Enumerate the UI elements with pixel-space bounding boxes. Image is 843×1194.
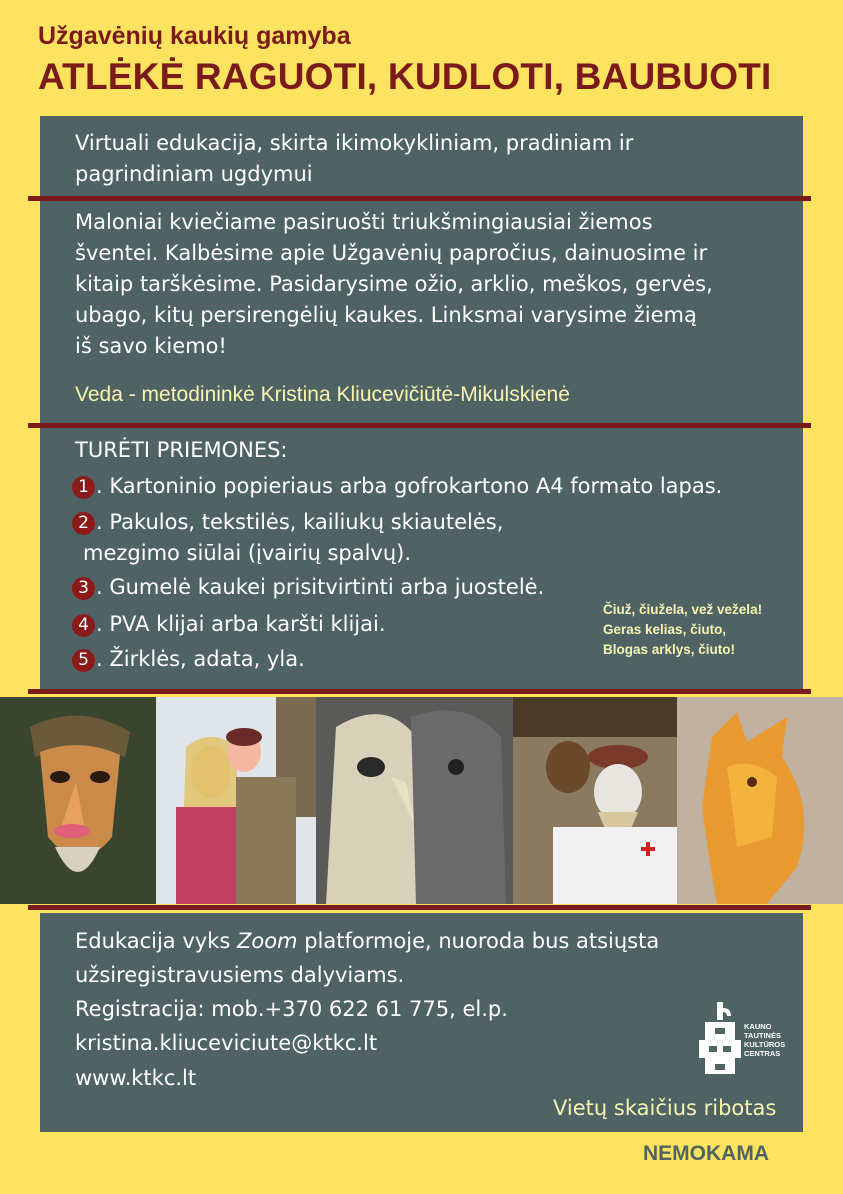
supply-text: . Pakulos, tekstilės, kailiukų skiautelės, xyxy=(96,510,504,534)
event-subtitle: Užgavėnių kaukių gamyba xyxy=(38,22,351,50)
description-panel xyxy=(40,201,803,423)
logo-line: CENTRAS xyxy=(744,1049,781,1058)
intro-line: pagrindiniam ugdymui xyxy=(75,162,313,186)
platform-info xyxy=(75,929,659,953)
description-line: Maloniai kviečiame pasiruošti triukšmingiausiai žiemos xyxy=(75,210,653,234)
supply-item xyxy=(72,510,503,535)
chant-line: Geras kelias, čiuto, xyxy=(603,622,727,637)
logo-line: KULTŪROS xyxy=(744,1040,786,1049)
supply-text: . Žirklės, adata, yla. xyxy=(96,647,305,671)
intro-line: Virtuali edukacija, skirta ikimokykliniam, pradiniam ir xyxy=(75,131,634,155)
limited-seats-text: Vietų skaičius ribotas xyxy=(553,1096,777,1120)
divider xyxy=(28,905,811,910)
doctor-mask-photo xyxy=(513,697,677,904)
number-badge: 3 xyxy=(72,577,95,600)
chant-line: Blogas arklys, čiuto! xyxy=(603,642,736,657)
logo-line: TAUTINĖS xyxy=(744,1031,781,1040)
platform-text: platformoje, nuoroda bus atsiųsta xyxy=(297,929,660,953)
website-link[interactable]: www.ktkc.lt xyxy=(75,1066,197,1090)
chant-text xyxy=(603,600,783,660)
goat-bird-masks-photo xyxy=(316,697,513,904)
horse-mask-photo xyxy=(677,697,843,904)
ktkc-emblem-icon xyxy=(697,1002,743,1080)
logo-text xyxy=(744,1022,785,1058)
platform-text: Edukacija vyks xyxy=(75,929,237,953)
description-line: šventei. Kalbėsime apie Užgavėnių papročius, dainuosime ir xyxy=(75,241,708,265)
ktkc-logo xyxy=(697,1002,807,1082)
number-badge: 1 xyxy=(72,476,95,499)
supply-text: . Kartoninio popieriaus arba gofrokartono A4 formato lapas. xyxy=(96,474,723,498)
description-line: kitaip tarškėsime. Pasidarysime ožio, arklio, meškos, gervės, xyxy=(75,272,713,296)
costumed-people-photo xyxy=(156,697,316,904)
supply-text: . PVA klijai arba karšti klijai. xyxy=(96,612,386,636)
zoom-label: Zoom xyxy=(236,929,298,953)
supply-item xyxy=(72,612,386,637)
divider xyxy=(28,689,811,694)
supply-text: . Gumelė kaukei prisitvirtinti arba juostelė. xyxy=(96,575,545,599)
number-badge: 2 xyxy=(72,512,95,535)
supply-item-continuation: mezgimo siūlai (įvairių spalvų). xyxy=(83,541,412,565)
supply-item xyxy=(72,575,544,600)
participants-text: užsiregistravusiems dalyviams. xyxy=(75,963,405,987)
registration-phone: Registracija: mob.+370 622 61 775, el.p. xyxy=(75,997,508,1021)
leader-text: Veda - metodininkė Kristina Kliucevičiūtė-Mikulskienė xyxy=(75,383,570,406)
event-title: ATLĖKĖ RAGUOTI, KUDLOTI, BAUBUOTI xyxy=(38,56,772,97)
intro-text xyxy=(75,128,775,190)
registration-email[interactable]: kristina.kliuceviciute@ktkc.lt xyxy=(75,1031,378,1055)
mask-photo-strip xyxy=(0,697,843,904)
description-text xyxy=(75,207,795,362)
supplies-panel xyxy=(40,428,803,690)
free-label: NEMOKAMA xyxy=(643,1142,769,1165)
logo-line: KAUNO xyxy=(744,1022,772,1031)
number-badge: 4 xyxy=(72,614,95,637)
description-line: iš savo kiemo! xyxy=(75,334,227,358)
supplies-heading: TURĖTI PRIEMONES: xyxy=(75,438,288,462)
number-badge: 5 xyxy=(72,649,95,672)
supply-item xyxy=(72,474,722,499)
chant-line: Čiuž, čiužela, vež vežela! xyxy=(603,602,763,617)
wooden-mask-photo xyxy=(0,697,156,904)
description-line: ubago, kitų persirengėlių kaukes. Linksmai varysime žiemą xyxy=(75,303,697,327)
intro-panel xyxy=(40,116,803,198)
supply-item xyxy=(72,647,305,672)
